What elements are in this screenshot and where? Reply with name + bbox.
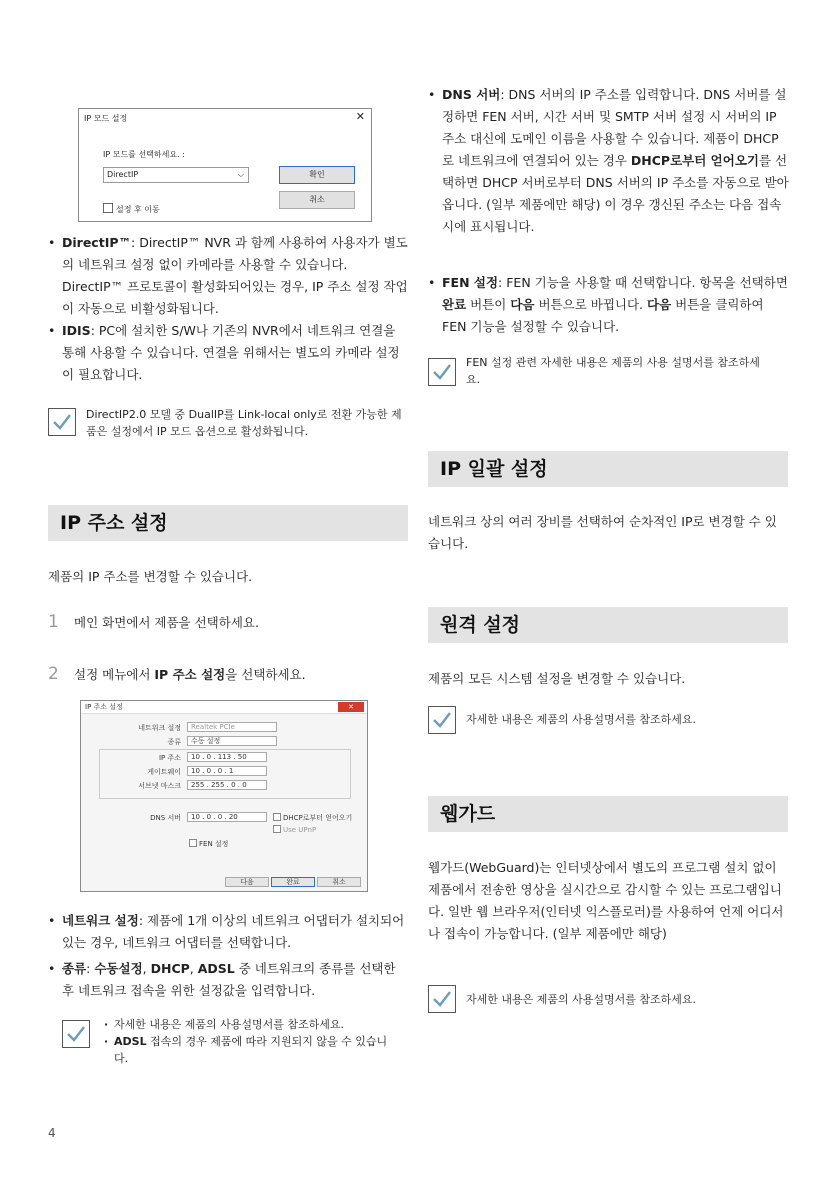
close-icon[interactable]: ✕ [355,110,365,123]
cancel-button[interactable]: 취소 [279,191,355,209]
ip-address-dialog [80,700,368,892]
dns-input[interactable]: 10 . 0 . 0 . 20 [187,812,267,822]
type-select[interactable]: 수동 설정 [187,736,277,746]
step-number: 2 [48,664,59,684]
move-after-setting-checkbox[interactable] [103,203,160,215]
note-web: 자세한 내용은 제품의 사용설명서를 참조하세요. [466,993,697,1006]
ip-mode-dialog [78,108,372,222]
section-remote: 원격 설정 [428,607,788,643]
bullet-idis [48,320,408,386]
finish-button[interactable]: 완료 [271,877,315,887]
note-check-icon [428,706,456,734]
batch-desc: 네트워크 상의 여러 장비를 선택하여 순차적인 IP로 변경할 수 있습니다. [428,514,777,551]
term: 네트워크 설정 [62,913,139,928]
ok-button[interactable]: 확인 [279,166,355,184]
page-number: 4 [48,1126,56,1140]
gateway-label: 게이트웨이 [147,768,181,776]
note-check-icon [428,358,456,386]
ip-input[interactable]: 10 . 0 . 113 . 50 [187,752,267,762]
web-desc: 웹가드(WebGuard)는 인터넷상에서 별도의 프로그램 설치 없이 제품에서 전송한 영상을 실시간으로 감시할 수 있는 프로그램입니다. 일반 웹 브라우저(인터넷 익스플로러)를 사용하여 언제 어디서나 접속이 가능합니다. (일부 제품에만 해당) [428,860,784,941]
ip-desc: 제품의 IP 주소를 변경할 수 있습니다. [48,569,253,584]
section-ip-batch: IP 일괄 설정 [428,451,788,487]
desc: : 제품에 1개 이상의 네트워크 어댑터가 설치되어 있는 경우, 네트워크 어댑터를 선택합니다. [62,913,405,950]
section-webguard: 웹가드 [428,796,788,832]
note-line: · ADSL 접속의 경우 제품에 따라 지원되지 않을 수 있습니다. [104,1033,394,1067]
subnet-input[interactable]: 255 . 255 . 0 . 0 [187,780,267,790]
upnp-checkbox[interactable]: Use UPnP [273,825,316,835]
ip-mode-select[interactable] [103,167,249,183]
desc: : PC에 설치한 S/W나 기존의 NVR에서 네트워크 연결을 통해 사용할 수 있습니다. 연결을 위해서는 별도의 카메라 설정이 필요합니다. [62,323,400,382]
step-text: 설정 메뉴에서 IP 주소 설정을 선택하세요. [74,667,306,682]
ip-mode-value: DirectIP [107,170,139,179]
note-directip: DirectIP2.0 모델 중 DualIP를 Link-local only로 전환 가능한 제품은 설정에서 IP 모드 옵션으로 활성화됩니다. [86,408,402,438]
remote-desc: 제품의 모든 시스템 설정을 변경할 수 있습니다. [428,671,686,686]
note-check-icon [62,1020,90,1048]
subnet-label: 서브넷 마스크 [138,782,181,790]
dns-label: DNS 서버 [150,814,181,822]
ip-mode-label: IP 모드를 선택하세요. : [103,150,185,159]
note-remote: 자세한 내용은 제품의 사용설명서를 참조하세요. [466,713,697,726]
adapter-select[interactable]: Realtek PCIe [187,722,277,732]
next-button[interactable]: 다음 [225,877,269,887]
gateway-input[interactable]: 10 . 0 . 0 . 1 [187,766,267,776]
section-ip-address: IP 주소 설정 [48,505,408,541]
adapter-label: 네트워크 설정 [138,724,181,732]
term: IDIS [62,323,91,338]
term: DirectIP™ [62,235,132,250]
ip-label: IP 주소 [158,754,181,762]
bullet-type: • 종류: 수동설정, DHCP, ADSL 중 네트워크의 종류를 선택한 후 네트워크 접속을 위한 설정값을 입력합니다. [48,958,408,1002]
bullet-directip [48,232,408,320]
note-line: · 자세한 내용은 제품의 사용설명서를 참조하세요. [104,1016,394,1033]
note-adsl [104,1016,394,1067]
dialog-title: IP 주소 설정 [85,703,123,711]
chevron-down-icon: ⌵ [237,170,244,179]
type-label: 종류 [167,738,181,746]
note-check-icon [48,408,76,436]
fen-checkbox[interactable]: FEN 설정 [189,839,228,849]
checkbox-label: 설정 후 이동 [116,205,160,214]
step-text: 메인 화면에서 제품을 선택하세요. [74,615,259,630]
dialog-title: IP 모드 설정 [84,114,128,123]
dhcp-dns-checkbox[interactable]: DHCP로부터 얻어오기 [273,813,352,823]
bullet-dns: • DNS 서버: DNS 서버의 IP 주소를 입력합니다. DNS 서버를 설정하면 FEN 서버, 시간 서버 및 SMTP 서버 설정 시 서버의 IP 주소 대신에 도메인 이름을 사용할 수 있습니다. 제품이 DHCP로 네트워크에 연결되어 있는 경우 DHCP로부터 얻어오기를 선택하면 DHCP 서버로부터 DNS 서버의 IP 주소를 자동으로 받아옵니다. (일부 제품에만 해당) 이 경우 갱신된 주소는 다음 접속 시에 표시됩니다. [428,84,790,238]
note-check-icon [428,985,456,1013]
bullet-fen: • FEN 설정: FEN 기능을 사용할 때 선택합니다. 항목을 선택하면 완료 버튼이 다음 버튼으로 바뀝니다. 다음 버튼을 클릭하여 FEN 기능을 설정할 수 있습니다. [428,272,790,338]
desc: : DirectIP™ NVR 과 함께 사용하여 사용자가 별도의 네트워크 설정 없이 카메라를 사용할 수 있습니다. DirectIP™ 프로토콜이 활성화되어있는 경우, IP 주소 설정 작업이 자동으로 비활성화됩니다. [62,235,408,316]
close-icon[interactable]: ✕ [338,702,364,712]
note-fen: FEN 설정 관련 자세한 내용은 제품의 사용 설명서를 참조하세요. [466,356,760,386]
title-bar [81,701,367,714]
step-number: 1 [48,612,59,632]
cancel-button[interactable]: 취소 [317,877,361,887]
bullet-network [48,910,408,954]
